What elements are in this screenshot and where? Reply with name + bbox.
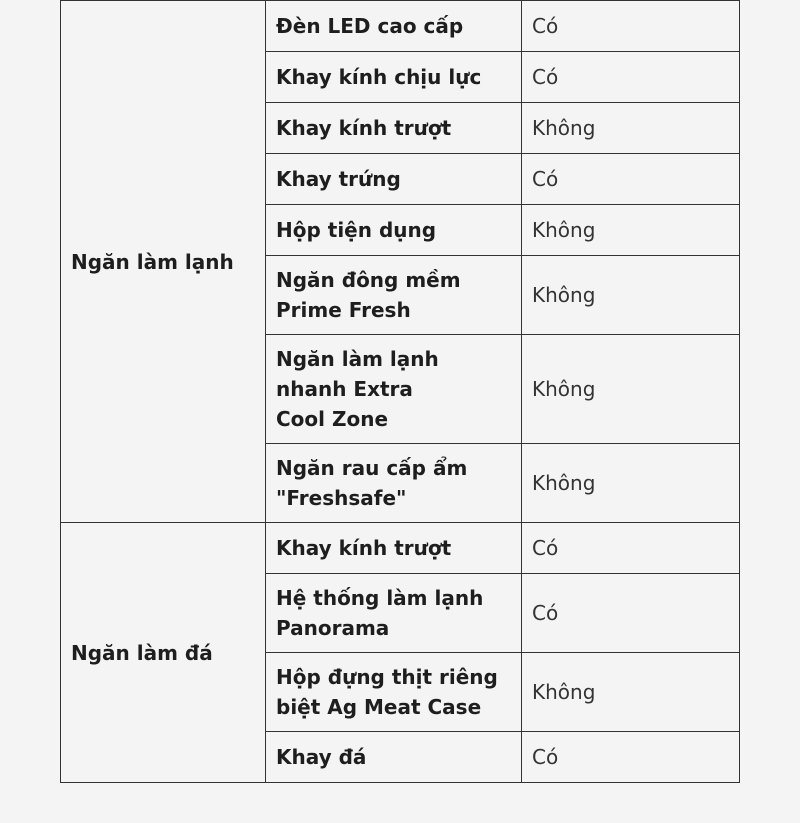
feature-cell: Hộp đựng thịt riêng biệt Ag Meat Case bbox=[266, 653, 522, 732]
feature-cell: Khay kính trượt bbox=[266, 523, 522, 574]
value-cell: Có bbox=[522, 574, 740, 653]
feature-cell: Ngăn đông mềm Prime Fresh bbox=[266, 256, 522, 335]
spec-table bbox=[60, 0, 740, 783]
value-cell: Không bbox=[522, 205, 740, 256]
value-cell: Không bbox=[522, 256, 740, 335]
value-cell: Không bbox=[522, 653, 740, 732]
value-cell: Có bbox=[522, 52, 740, 103]
feature-cell: Ngăn rau cấp ẩm "Freshsafe" bbox=[266, 444, 522, 523]
value-cell: Có bbox=[522, 154, 740, 205]
value-cell: Không bbox=[522, 335, 740, 444]
feature-cell: Đèn LED cao cấp bbox=[266, 1, 522, 52]
table-row bbox=[61, 1, 740, 52]
feature-cell: Khay đá bbox=[266, 732, 522, 783]
group-label-fridge: Ngăn làm lạnh bbox=[61, 1, 266, 523]
feature-cell: Khay kính trượt bbox=[266, 103, 522, 154]
group-label-freezer: Ngăn làm đá bbox=[61, 523, 266, 783]
feature-cell: Hệ thống làm lạnh Panorama bbox=[266, 574, 522, 653]
value-cell: Không bbox=[522, 103, 740, 154]
table-row bbox=[61, 523, 740, 574]
feature-cell: Khay kính chịu lực bbox=[266, 52, 522, 103]
feature-cell: Hộp tiện dụng bbox=[266, 205, 522, 256]
value-cell: Có bbox=[522, 523, 740, 574]
value-cell: Có bbox=[522, 732, 740, 783]
feature-cell: Khay trứng bbox=[266, 154, 522, 205]
value-cell: Không bbox=[522, 444, 740, 523]
feature-cell: Ngăn làm lạnh nhanh Extra Cool Zone bbox=[266, 335, 522, 444]
value-cell: Có bbox=[522, 1, 740, 52]
